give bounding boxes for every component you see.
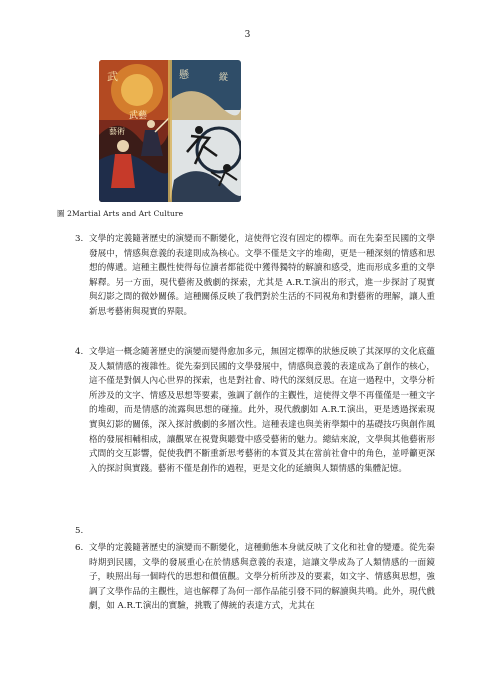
list-item-6 [75,541,435,614]
image-glyph-3: 藝術 [109,127,125,136]
page-number: 3 [244,30,251,40]
figure-image-martial-arts [99,60,241,202]
list-item-4 [75,345,435,476]
martial-arts-artwork [99,60,241,202]
list-item-text: 文學這一概念隨著歷史的演變而變得愈加多元，無固定標準的狀態反映了其深厚的文化底蘊及人類情感的複雜性。從先秦到民國的文學發展中，情感與意義的表達成為了創作的核心，這不僅是對個人內心世界的探索，也是對社會、時代的深刻反思。在這一過程中，文學分析所涉及的文字、情感及思想等要素，強調了創作的主觀性，這使得文學不再僅僅是一種文字的堆砌，而是情感的流露與思想的碰撞。此外，現代戲劇如 A.R.T.演出，更是透過探索現實與幻影的關係，深入探討戲劇的多層次性。這種表達也與美術學類中的基礎技巧與創作風格的發展相輔相成，讓觀眾在視覺與聽覺中感受藝術的魅力。總結來說，文學與其他藝術形式間的交互影響，促使我們不斷重新思考藝術的本質及其在當前社會中的角色，並呼籲更深入的探討與實踐。藝術不僅是創作的過程，更是文化的延續與人類情感的集體記憶。 [89,347,435,474]
list-item-number: 6. [75,543,84,553]
list-item-number: 4. [75,347,84,357]
list-item-text: 文學的定義隨著歷史的演變而不斷變化，這使得它沒有固定的標準。而在先秦至民國的文學發展中，情感與意義的表達則成為核心。文學不僅是文字的堆砌，更是一種深刻的情感和思想的傳遞。這種主觀性使得每位讀者都能從中獲得獨特的解讀和感受，進而形成多重的文學解釋。另一方面，現代藝術及戲劇的探索，尤其是 A.R.T.演出的形式，進一步探討了現實與幻影之間的微妙關係。這種關係反映了我們對於生活的不同視角和對藝術的理解，讓人重新思考藝術與現實的界限。 [89,234,435,317]
image-glyph-2: 武藝 [129,111,148,121]
list-item-number: 5. [75,526,84,536]
list-item-number: 3. [75,234,84,244]
image-glyph-1: 武 [107,70,118,83]
figure-caption: 圖 2Martial Arts and Art Culture [57,209,184,218]
list-item-text: 文學的定義隨著歷史的演變而不斷變化，這種動態本身就反映了文化和社會的變遷。從先秦時期到民國，文學的發展重心在於情感與意義的表達，這讓文學成為了人類情感的一面鏡子，映照出每一個時代的思想和價值觀。文學分析所涉及的要素，如文字、情感與思想，強調了文學作品的主觀性，這也解釋了為何一部作品能引發不同的解讀與共鳴。此外，現代戲劇，如 A.R.T.演出的實驗，挑戰了傳統的表達方式，尤其在 [89,543,435,612]
image-glyph-5: 縱 [219,73,229,83]
list-item-3 [75,232,435,320]
image-glyph-4: 懸 [179,70,189,81]
